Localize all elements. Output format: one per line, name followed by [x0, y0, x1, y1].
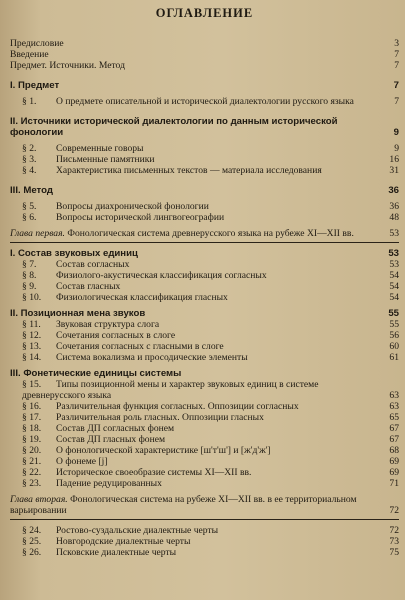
- entry-page: 3: [394, 38, 399, 49]
- toc-entry[interactable]: § 12. Сочетания согласных в слоге 56: [22, 330, 399, 341]
- toc-entry[interactable]: § 4. Характеристика письменных текстов — материала исследования 31: [22, 165, 399, 176]
- toc-entry[interactable]: § 3. Письменные памятники 16: [22, 154, 399, 165]
- section-heading[interactable]: III. Фонетические единицы системы: [10, 368, 182, 379]
- toc-entry[interactable]: § 20. О фонологической характеристике [ш'т'ш'] и [ж'д'ж'] 68: [22, 445, 399, 456]
- toc-entry[interactable]: [10, 60, 399, 71]
- toc-entry[interactable]: § 8. Физиолого-акустическая классификация согласных 54: [22, 270, 399, 281]
- divider: [10, 242, 399, 243]
- entry-page: 7: [394, 49, 399, 60]
- section-heading[interactable]: I. Состав звуковых единиц 53: [10, 248, 399, 259]
- toc-entry[interactable]: § 17. Различительная роль гласных. Оппозиции гласных 65: [22, 412, 399, 423]
- toc-entry[interactable]: § 26. Псковские диалектные черты 75: [22, 547, 399, 558]
- chapter-label: Глава первая.: [10, 228, 65, 239]
- toc-entry[interactable]: § 7. Состав согласных 53: [22, 259, 399, 270]
- section-heading[interactable]: II. Позиционная мена звуков 55: [10, 308, 399, 319]
- front-matter: [10, 38, 399, 71]
- part-heading[interactable]: III. Метод 36: [10, 185, 399, 196]
- part-heading[interactable]: II. Источники исторической диалектологии по данным исторической фонологии 9: [10, 116, 399, 138]
- page-title: ОГЛАВЛЕНИЕ: [155, 6, 254, 20]
- toc-entry[interactable]: § 25. Новгородские диалектные черты 73: [22, 536, 399, 547]
- toc-entry[interactable]: § 10. Физиологическая классификация гласных 54: [22, 292, 399, 303]
- toc-entry[interactable]: § 21. О фонеме [j] 69: [22, 456, 399, 467]
- toc-entry[interactable]: § 11. Звуковая структура слога 55: [22, 319, 399, 330]
- entry-text: Введение: [10, 49, 49, 60]
- toc-entry[interactable]: § 5. Вопросы диахронической фонологии 36: [22, 201, 399, 212]
- chapter-heading[interactable]: Глава первая. Фонологическая система древнерусского языка на рубеже XI—XII вв. 53: [10, 228, 399, 239]
- toc-entry[interactable]: [10, 38, 399, 49]
- toc-entry[interactable]: § 14. Система вокализма и просодические элементы 61: [22, 352, 399, 363]
- toc-entry[interactable]: § 13. Сочетания согласных с гласными в слоге 60: [22, 341, 399, 352]
- toc-entry[interactable]: § 24. Ростово-суздальские диалектные черты 72: [22, 525, 399, 536]
- chapter-label: Глава вторая.: [10, 494, 68, 505]
- toc-entry[interactable]: § 15. Типы позиционной мены и характер звуковых единиц в системе древнерусского языка 63: [22, 379, 399, 401]
- part-heading[interactable]: I. Предмет 7: [10, 80, 399, 91]
- toc-entry[interactable]: § 19. Состав ДП гласных фонем 67: [22, 434, 399, 445]
- toc-entry[interactable]: § 2. Современные говоры 9: [22, 143, 399, 154]
- toc-entry[interactable]: § 16. Различительная функция согласных. Оппозиции согласных 63: [22, 401, 399, 412]
- toc-entry[interactable]: § 22. Историческое своеобразие системы XI—XII вв. 69: [22, 467, 399, 478]
- divider: [10, 519, 399, 520]
- entry-page: 7: [394, 60, 399, 71]
- toc-entry[interactable]: [10, 49, 399, 60]
- toc-entry[interactable]: § 1. О предмете описательной и исторической диалектологии русского языка 7: [22, 96, 399, 107]
- chapter-heading[interactable]: Глава вторая. Фонологическая система на рубеже XI—XII вв. в ее территориальном варьировании 72: [10, 494, 399, 516]
- toc-entry[interactable]: § 18. Состав ДП согласных фонем 67: [22, 423, 399, 434]
- toc-entry[interactable]: § 23. Падение редуцированных 71: [22, 478, 399, 489]
- toc-entry[interactable]: § 6. Вопросы исторической лингвогеографии 48: [22, 212, 399, 223]
- entry-text: Предмет. Источники. Метод: [10, 60, 125, 71]
- entry-text: Предисловие: [10, 38, 64, 49]
- toc-entry[interactable]: § 9. Состав гласных 54: [22, 281, 399, 292]
